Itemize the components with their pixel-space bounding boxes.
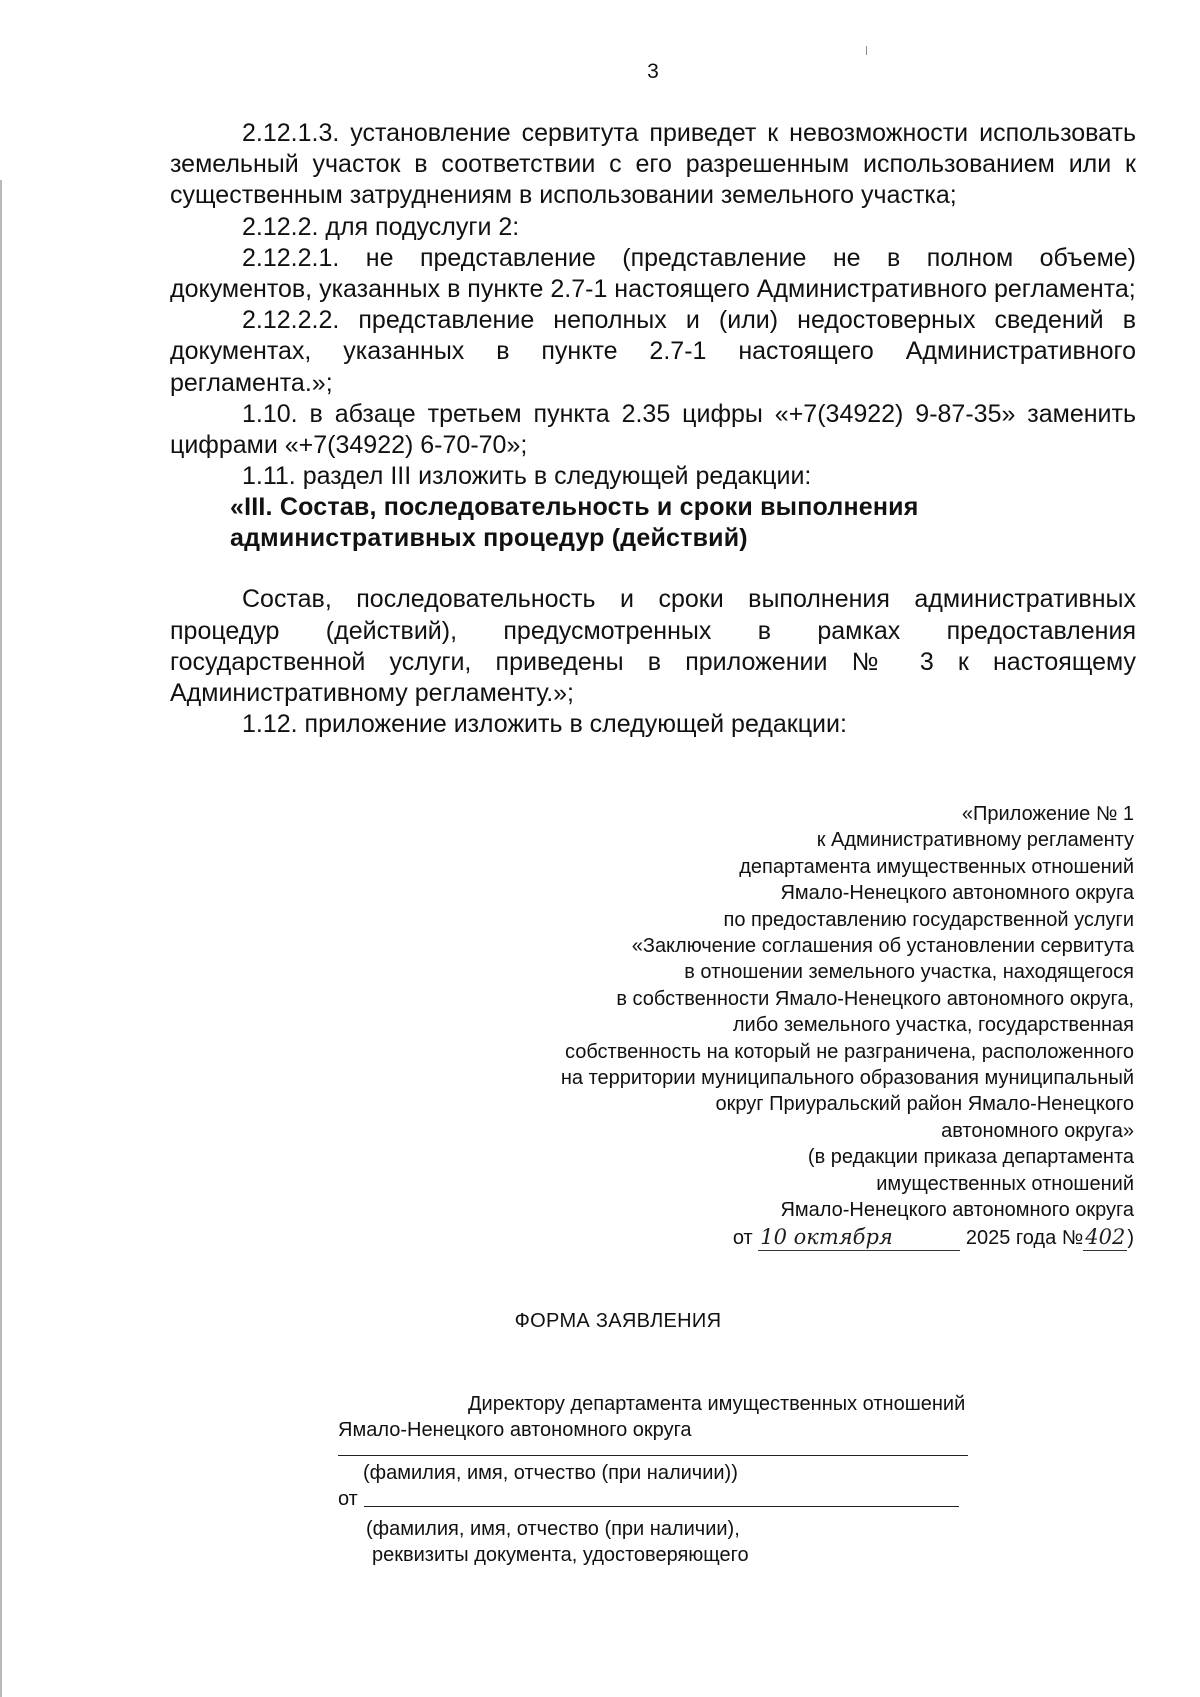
section-heading-line-2: административных процедур (действий)	[230, 524, 748, 553]
paragraph-1-10: 1.10. в абзаце третьем пункта 2.35 цифры «+7(34922) 9-87-35» заменить цифрами «+7(34922) 6-70-70»;	[170, 399, 1136, 460]
handwritten-date: 10 октября	[758, 1224, 960, 1251]
document-body	[170, 118, 1136, 740]
annex-line: автономного округа»	[941, 1119, 1134, 1142]
paragraph-2-12-2: 2.12.2. для подуслуги 2:	[242, 212, 520, 241]
annex-line: Ямало-Ненецкого автономного округа	[780, 1199, 1134, 1222]
from-blank-line	[364, 1506, 959, 1507]
paragraph-2-12-2-2: 2.12.2.2. представление неполных и (или) недостоверных сведений в документах, указанных в пункте 2.7-1 настоящего Административного регламента.»;	[170, 306, 1136, 397]
paragraph-1-12: 1.12. приложение изложить в следующей редакции:	[242, 710, 847, 739]
section-heading-line-1: «III. Состав, последовательность и сроки выполнения	[230, 493, 919, 522]
scan-left-edge	[0, 180, 2, 1697]
addressee-line-1: Директору департамента имущественных отношений	[468, 1393, 966, 1415]
from-caption-2: реквизиты документа, удостоверяющего	[372, 1544, 749, 1566]
name-blank-line	[338, 1455, 968, 1456]
addressee-line-2: Ямало-Ненецкого автономного округа	[338, 1419, 692, 1441]
date-year-text: 2025 года №	[965, 1226, 1084, 1249]
annex-header	[394, 801, 1134, 1251]
form-title: ФОРМА ЗАЯВЛЕНИЯ	[514, 1310, 722, 1332]
from-row	[338, 1486, 1098, 1512]
annex-line: имущественных отношений	[876, 1172, 1134, 1195]
annex-line: округ Приуральский район Ямало-Ненецкого	[715, 1093, 1134, 1116]
date-suffix: )	[1127, 1226, 1134, 1249]
paragraph-section-3-text: Состав, последовательность и сроки выполнения административных процедур (действий), предусмотренных в рамках предоставления государственной услуги, приведены в приложении № 3 к настоящему Административному регламенту.»;	[170, 585, 1136, 708]
from-label: от	[338, 1488, 358, 1510]
handwritten-order-number: 402	[1083, 1224, 1127, 1251]
paragraph-1-11: 1.11. раздел III изложить в следующей редакции:	[242, 462, 812, 491]
annex-date-line	[394, 1224, 1134, 1251]
annex-line: Ямало-Ненецкого автономного округа	[780, 882, 1134, 905]
scan-mark	[866, 46, 867, 55]
annex-line: в собственности Ямало-Ненецкого автономного округа,	[616, 987, 1134, 1010]
page-number: 3	[647, 60, 659, 83]
paragraph-2-12-2-1: 2.12.2.1. не представление (представление не в полном объеме) документов, указанных в пункте 2.7-1 настоящего Административного регламента;	[170, 243, 1136, 304]
annex-line: либо земельного участка, государственная	[732, 1014, 1134, 1037]
date-prefix: от	[732, 1226, 753, 1249]
annex-line: (в редакции приказа департамента	[807, 1146, 1134, 1169]
annex-line: собственность на который не разграничена, расположенного	[564, 1040, 1134, 1063]
annex-line: «Приложение № 1	[961, 803, 1134, 825]
annex-line: на территории муниципального образования муниципальный	[560, 1067, 1134, 1090]
from-caption-1: (фамилия, имя, отчество (при наличии),	[366, 1518, 740, 1540]
paragraph-2-12-1-3: 2.12.1.3. установление сервитута приведет к невозможности использовать земельный участок в соответствии с его разрешенным использованием или к существенным затруднениям в использовании земельного участка;	[170, 119, 1136, 210]
annex-line: департамента имущественных отношений	[739, 855, 1134, 878]
addressee-block	[338, 1391, 1098, 1568]
annex-line: к Административному регламенту	[816, 829, 1134, 852]
annex-line: «Заключение соглашения об установлении сервитута	[631, 935, 1134, 958]
name-caption: (фамилия, имя, отчество (при наличии))	[363, 1462, 738, 1484]
annex-line: по предоставлению государственной услуги	[723, 908, 1134, 931]
annex-line: в отношении земельного участка, находящегося	[684, 961, 1134, 984]
